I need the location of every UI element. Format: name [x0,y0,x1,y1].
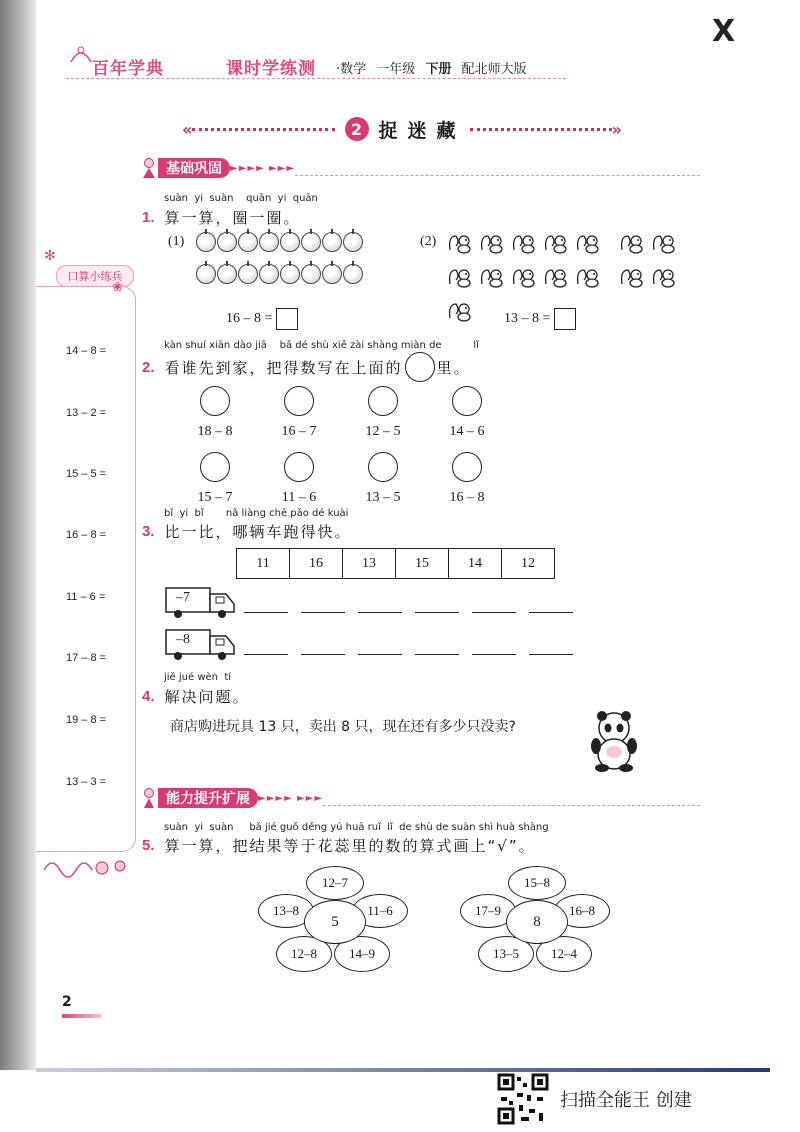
lesson-dots-right [470,128,612,131]
section-advanced-divider [323,805,700,806]
truck-2-blanks [244,654,573,655]
squirrel-icon [574,232,602,254]
lesson-dots-left [192,128,334,131]
answer-blank[interactable] [244,654,288,655]
apple-icon [322,232,342,252]
answer-blank[interactable] [244,612,288,613]
answer-blank[interactable] [529,654,573,655]
squirrel-icon [446,232,474,254]
apple-icon [196,232,216,252]
q4-problem: 商店购进玩具 13 只，卖出 8 只，现在还有多少只没卖? [170,719,516,735]
squirrel-icon [478,266,506,288]
flower-petal[interactable]: 12–8 [276,936,332,972]
answer-blank[interactable] [529,612,573,613]
qr-code-icon [497,1073,549,1125]
flower-petal[interactable]: 16–8 [554,894,610,928]
truck-2-label: –8 [176,632,190,647]
race-item [264,386,334,440]
arrows-decoration: ►►►► ►►► [258,792,324,804]
answer-circle[interactable] [452,452,482,482]
sidebar-title: 口算小练兵 [56,265,134,287]
bottom-bar [36,1068,770,1072]
squirrel-icon [542,232,570,254]
table-cell: 13 [343,549,396,579]
answer-box[interactable] [276,308,298,330]
header-brand: 百年学典 [92,59,164,79]
q1-prompt [142,207,301,228]
lesson-title: 捉迷藏 [378,119,466,142]
flower-icon: ✻ [44,248,56,264]
q5-prompt [142,835,536,856]
flower-center: 8 [506,900,568,944]
flower-petal[interactable]: 11–6 [352,894,408,928]
q4-number: 4. [142,688,155,705]
squirrel-icon [446,266,474,288]
q1-equation-2 [504,308,576,330]
answer-blank[interactable] [472,654,516,655]
table-cell: 11 [237,549,290,579]
sidebar-practice-item[interactable]: 15 – 5 = [66,468,107,480]
flower-petal[interactable]: 17–9 [460,894,516,928]
sidebar-practice-item[interactable]: 17 – 8 = [66,652,107,664]
boy-mascot-icon [140,787,158,809]
race-expression: 18 – 8 [197,424,233,439]
race-expression: 16 – 8 [449,490,485,505]
race-expression: 12 – 5 [365,424,401,439]
answer-circle[interactable] [200,452,230,482]
apple-icon [238,264,258,284]
race-item [264,452,334,506]
page-gutter-shadow [0,0,36,1070]
header-subtitle [336,58,527,77]
apple-icon [280,264,300,284]
chevron-left-icon: « [182,119,193,139]
q3-text: 比一比，哪辆车跑得快。 [164,523,352,541]
sidebar-practice-item[interactable]: 19 – 8 = [66,714,107,726]
race-item [348,386,418,440]
squirrel-icon [650,232,678,254]
q3-pinyin: bǐ yi bǐ nǎ liàng chē pǎo dé kuài [164,508,349,519]
q3-number: 3. [142,523,155,540]
sidebar-practice-item[interactable]: 16 – 8 = [66,529,107,541]
table-cell: 15 [396,549,449,579]
q5-text: 算一算，把结果等于花蕊里的数的算式画上“√”。 [164,837,536,855]
q4-prompt [142,686,250,707]
q2-text-b: 里。 [436,358,471,377]
flower-center: 5 [304,900,366,944]
q1-pinyin: suàn yi suàn quān yi quān [164,193,318,204]
answer-blank[interactable] [358,612,402,613]
apple-icon [301,264,321,284]
answer-blank[interactable] [358,654,402,655]
apple-icon [301,232,321,252]
q3-number-table [236,548,555,579]
q3-table-row [237,549,555,579]
q4-text: 解决问题。 [164,688,250,706]
q2-prompt [142,352,471,382]
answer-blank[interactable] [415,654,459,655]
answer-circle[interactable] [452,386,482,416]
q1-part2-label: (2) [420,234,437,249]
race-expression: 15 – 7 [197,490,233,505]
table-cell: 12 [502,549,555,579]
header-series: 课时学练测 [226,59,316,79]
q2-grid [180,386,520,506]
sidebar-practice-item[interactable]: 13 – 2 = [66,407,107,419]
butterfly-icon: ❀ [112,280,123,295]
sidebar-practice-item[interactable]: 14 – 8 = [66,345,107,357]
header-edition: 配北师大版 [461,62,527,77]
section-basic-header [140,156,700,180]
q2-text-a: 看谁先到家，把得数写在上面的 [164,358,403,377]
apple-icon [238,232,258,252]
squirrel-icon [574,266,602,288]
table-cell: 14 [449,549,502,579]
table-cell: 16 [290,549,343,579]
apple-icon [343,264,363,284]
flower-1 [258,866,408,978]
page-number: 2 [62,994,72,1010]
race-item [348,452,418,506]
apple-icon [196,264,216,284]
race-expression: 16 – 7 [281,424,317,439]
apple-icon [217,232,237,252]
sidebar-practice-item[interactable]: 13 – 3 = [66,776,107,788]
chevron-right-icon: » [611,119,623,139]
squirrel-icon [618,232,646,254]
q3-prompt [142,521,352,542]
q1-part1-label: (1) [168,234,185,249]
squirrel-icon [542,266,570,288]
lesson-heading [182,114,622,144]
section-advanced-label: 能力提升扩展 [158,788,258,808]
apple-icon [259,232,279,252]
race-item [180,452,250,506]
swirl-decoration [40,852,136,880]
answer-circle[interactable] [200,386,230,416]
answer-circle[interactable] [368,452,398,482]
answer-blank[interactable] [415,612,459,613]
scanner-watermark: 扫描全能王 创建 [560,1090,692,1111]
answer-blank[interactable] [301,654,345,655]
squirrel-icon [618,266,646,288]
header-volume: 下册 [425,62,452,77]
header-subject: ·数学 [336,62,367,77]
q2-number: 2. [142,358,155,376]
mental-math-sidebar [36,286,136,852]
q4-pinyin: jiě jué wèn tí [164,672,232,683]
race-item [432,452,502,506]
header-grade: 一年级 [376,62,416,77]
q2-pinyin: kàn shuí xiān dào jiā bǎ dé shù xiě zài shàng miàn de lǐ [164,340,479,351]
header-ornament [68,42,94,68]
answer-circle[interactable] [284,386,314,416]
apple-grid [196,232,386,288]
inline-circle [405,352,435,382]
flower-petal[interactable]: 14–9 [334,936,390,972]
panda-icon [584,708,644,774]
close-button[interactable]: X [712,14,736,49]
squirrel-icon [510,232,538,254]
apple-icon [259,264,279,284]
apple-icon [280,232,300,252]
arrows-decoration: ►►►► ►►► [230,162,296,174]
section-basic-divider [295,175,700,176]
squirrel-icon [478,232,506,254]
girl-mascot-icon [140,157,158,179]
q1-text: 算一算，圈一圈。 [164,209,301,227]
answer-box[interactable] [554,308,576,330]
race-expression: 13 – 5 [365,490,401,505]
truck-1-label: –7 [176,590,190,605]
squirrel-icon [446,300,474,322]
answer-blank[interactable] [301,612,345,613]
race-expression: 14 – 6 [449,424,485,439]
q5-number: 5. [142,837,155,854]
flower-petal[interactable]: 13–8 [258,894,314,928]
answer-blank[interactable] [472,612,516,613]
race-expression: 11 – 6 [281,490,317,505]
truck-1-blanks [244,612,573,613]
answer-circle[interactable] [284,452,314,482]
section-basic-label: 基础巩固 [158,158,230,178]
flower-petal[interactable]: 13–5 [478,936,534,972]
q5-pinyin: suàn yi suàn bǎ jié guǒ děng yú huā ruǐ lǐ de shù de suàn shì huà shàng [164,822,549,833]
q1-number: 1. [142,209,155,226]
race-item [432,386,502,440]
page-number-underline [62,1014,102,1018]
apple-icon [343,232,363,252]
lesson-number: 2 [345,117,369,141]
flower-petal[interactable]: 12–7 [306,866,364,900]
section-advanced-header [140,786,700,810]
flower-petal[interactable]: 12–4 [536,936,592,972]
header-divider [66,78,566,79]
apple-icon [217,264,237,284]
race-item [180,386,250,440]
flower-2 [460,866,610,978]
flower-petal[interactable]: 15–8 [508,866,566,900]
apple-icon [322,264,342,284]
q1-eq1-text: 16 – 8 = [226,311,273,326]
squirrel-icon [650,266,678,288]
sidebar-practice-item[interactable]: 11 – 6 = [66,591,106,603]
q1-equation-1 [226,308,298,330]
answer-circle[interactable] [368,386,398,416]
squirrel-icon [510,266,538,288]
q1-eq2-text: 13 – 8 = [504,311,551,326]
